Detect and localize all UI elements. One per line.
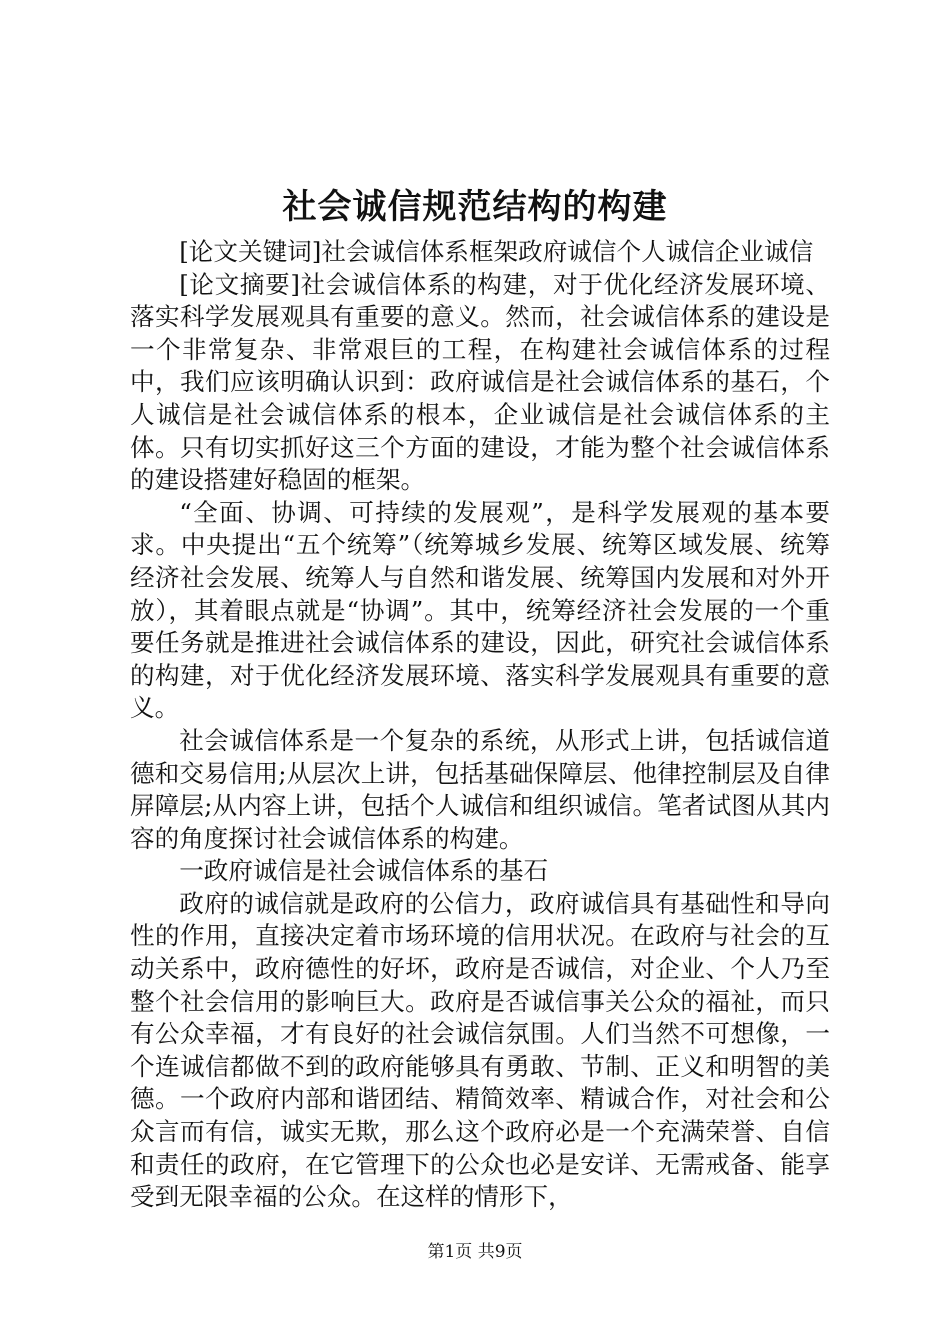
page-footer: 第1页 共9页: [427, 1242, 523, 1262]
keywords-paragraph: [论文关键词]社会诚信体系框架政府诚信个人诚信企业诚信: [179, 237, 814, 266]
section-heading: 一政府诚信是社会诚信体系的基石: [179, 856, 549, 886]
body-paragraph: 社会诚信体系是一个复杂的系统，从形式上讲，包括诚信道德和交易信用;从层次上讲，包括基础保障层、他律控制层及自律屏障层;从内容上讲，包括个人诚信和组织诚信。笔者试图从其内容的角度探讨社会诚信体系的构建。: [130, 725, 830, 853]
abstract-paragraph: [论文摘要]社会诚信体系的构建，对于优化经济发展环境、落实科学发展观具有重要的意义。然而，社会诚信体系的建设是一个非常复杂、非常艰巨的工程，在构建社会诚信体系的过程中，我们应该明确认识到：政府诚信是社会诚信体系的基石，个人诚信是社会诚信体系的根本，企业诚信是社会诚信体系的主体。只有切实抓好这三个方面的建设，才能为整个社会诚信体系的建设搭建好稳固的框架。: [130, 269, 830, 495]
body-paragraph: 政府的诚信就是政府的公信力，政府诚信具有基础性和导向性的作用，直接决定着市场环境的信用状况。在政府与社会的互动关系中，政府德性的好坏，政府是否诚信，对企业、个人乃至整个社会信用的影响巨大。政府是否诚信事关公众的福祉，而只有公众幸福，才有良好的社会诚信氛围。人们当然不可想像，一个连诚信都做不到的政府能够具有勇敢、节制、正义和明智的美德。一个政府内部和谐团结、精简效率、精诚合作，对社会和公众言而有信，诚实无欺，那么这个政府必是一个充满荣誉、自信和责任的政府，在它管理下的公众也必是安详、无需戒备、能享受到无限幸福的公众。在这样的情形下，: [130, 888, 830, 1212]
body-paragraph: “全面、协调、可持续的发展观”，是科学发展观的基本要求。中央提出“五个统筹”（统筹城乡发展、统筹区域发展、统筹经济社会发展、统筹人与自然和谐发展、统筹国内发展和对外开放），其着眼点就是“协调”。其中，统筹经济社会发展的一个重要任务就是推进社会诚信体系的建设，因此，研究社会诚信体系的构建，对于优化经济发展环境、落实科学发展观具有重要的意义。: [130, 497, 830, 723]
document-title: 社会诚信规范结构的构建: [282, 187, 668, 227]
document-body: [130, 236, 830, 1214]
